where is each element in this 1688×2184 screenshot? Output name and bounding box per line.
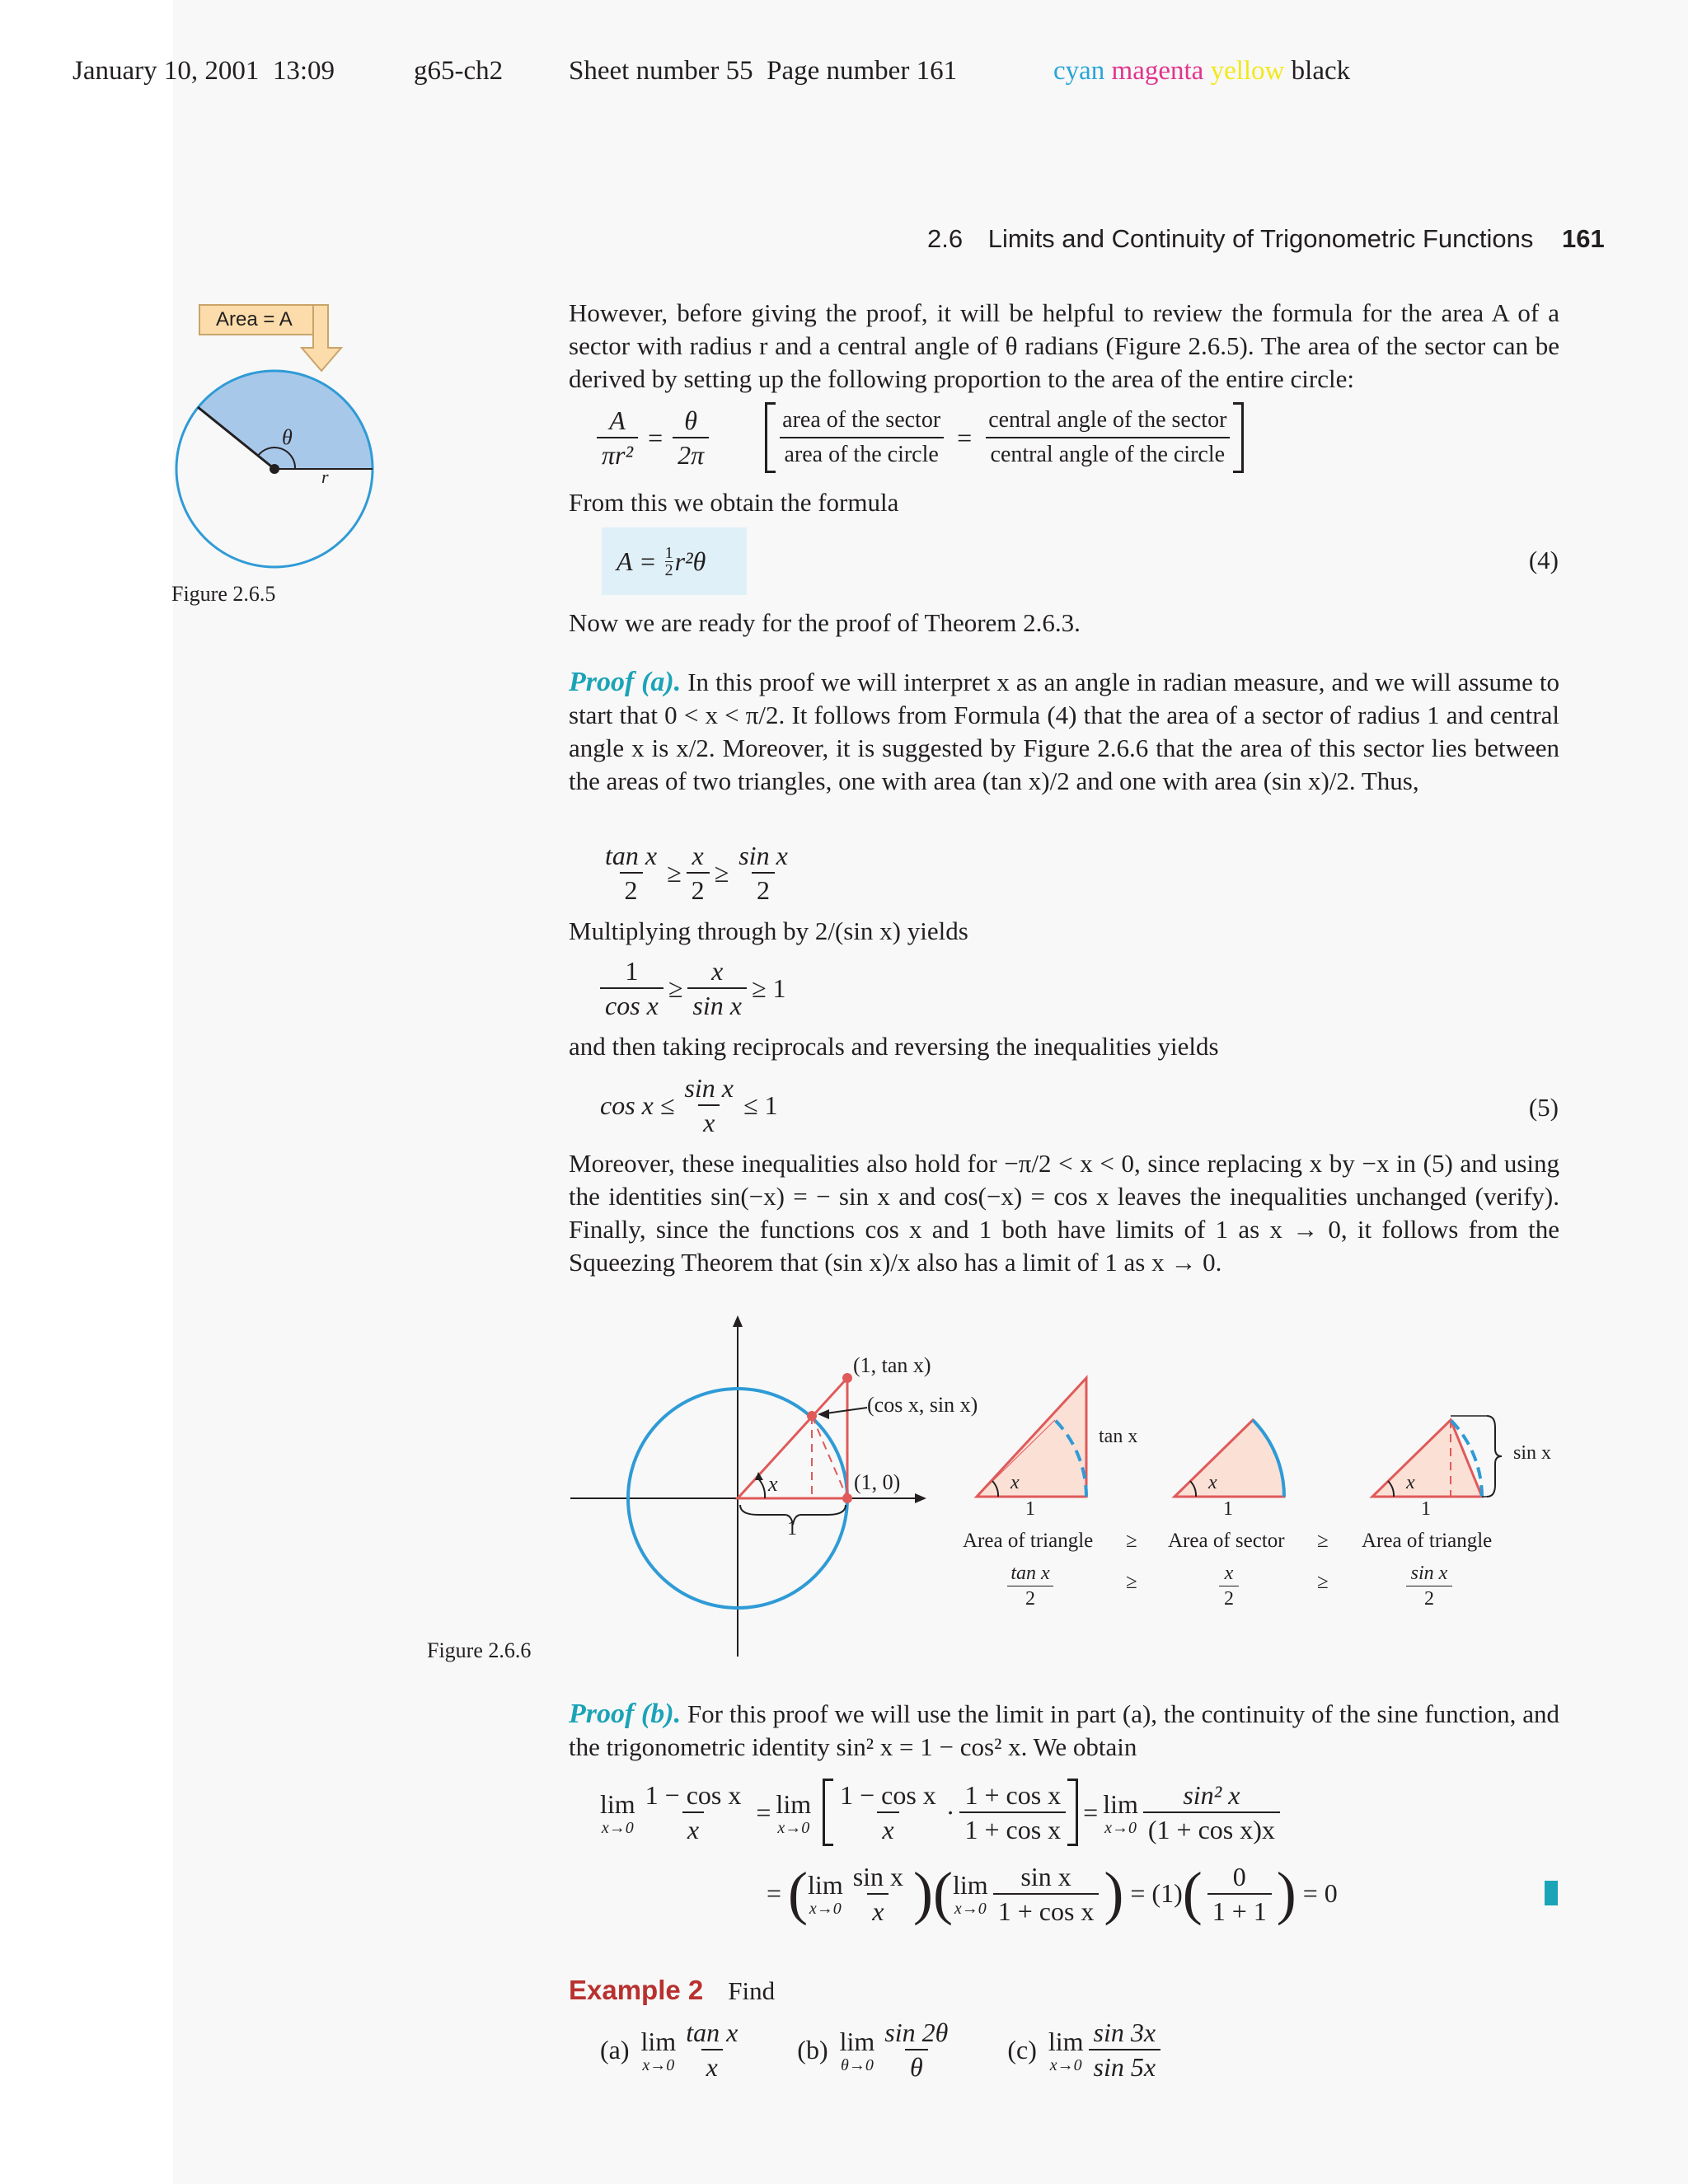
lim-4-sub: x→0	[809, 1900, 842, 1918]
num-theta: θ	[684, 405, 697, 435]
panel-2-area-den: 2	[1219, 1586, 1239, 1611]
panel-2-area-num: x	[1224, 1563, 1234, 1584]
color-cyan: cyan	[1053, 56, 1105, 86]
print-file: g65-ch2	[414, 56, 504, 86]
part-c-tag: (c)	[1007, 2034, 1037, 2064]
section-number: 2.6	[927, 224, 964, 253]
b1-den: x	[682, 1811, 704, 1846]
example-2-label: Example 2	[569, 1975, 704, 2005]
paragraph-multiplying: Multiplying through by 2/(sin x) yields	[569, 916, 968, 945]
angle-x-main: x	[768, 1472, 778, 1496]
b5-den: x	[867, 1893, 889, 1928]
panel-1-base: 1	[1025, 1498, 1035, 1520]
theta-label: θ	[282, 425, 293, 449]
lim-1: lim	[600, 1788, 635, 1819]
ineq1-a-num: tan x	[605, 841, 658, 870]
inequality-reciprocal	[595, 954, 786, 1022]
radius-one-main: 1	[787, 1518, 797, 1540]
b1-num: 1 − cos x	[645, 1780, 742, 1810]
panel-1-area	[1004, 1561, 1057, 1611]
part-c-lim: lim	[1048, 2026, 1084, 2056]
panel-1-angle: x	[1010, 1472, 1020, 1493]
part-a-lim: lim	[640, 2026, 677, 2056]
proof-a-paragraph	[569, 666, 1559, 798]
proof-b-text: For this proof we will use the limit in part (a), the continuity of the sine function, and the trigonometric identity sin² x = 1 − cos² x. We obtain	[569, 1699, 1560, 1761]
part-a-tag: (a)	[600, 2034, 630, 2064]
bracketed-proportion: $\frac{\text{area of the sector}}{\text{area of the circle}}$ = $\frac{\text{central angle of the sector}}{\text{central angle of the circle}}$	[765, 402, 1244, 473]
equation-b-line1: lim x→0 $\frac{\text{1 − cos x}}{x}$ = lim x→0 $\frac{\text{1 − cos x}}{x}$ · $\frac{\text{1 + cos x}}{\text{1 + cos x}}$ = lim x→0 $\frac{\text{sin² x}}{\text{(1 + cos x)x}}$	[600, 1779, 1285, 1846]
radius-label: r	[321, 466, 329, 487]
eq5-num: sin x	[684, 1073, 734, 1103]
ge-2: ≥	[1317, 1530, 1329, 1552]
ineq2-tail: ≥ 1	[751, 972, 786, 1003]
part-b-den: θ	[905, 2049, 928, 2083]
panel-2-area	[1217, 1561, 1241, 1611]
lim-2-sub: x→0	[777, 1818, 810, 1837]
box-num-area-sector: area of the sector	[782, 407, 941, 433]
b-result: = 0	[1302, 1878, 1338, 1908]
eq5-lhs: cos x ≤	[600, 1090, 675, 1120]
ge-1: ≥	[1126, 1530, 1137, 1552]
paragraph-sector-area: However, before giving the proof, it will be helpful to review the formula for the area A of a sector with radius r and a central angle of θ radians (Figure 2.6.5). The area of the sector can be derived by setting up the following proportion to the area of the entire circle:	[569, 298, 1559, 393]
equation-proportion: $\frac{A}{\text{πr²}}$ = $\frac{\theta}{2\pi}$ $\frac{\text{area of the sector}}{\text{area of the circle}}$ = $\frac{\text{central angle of the sector}}{\text{central angle of the circle}}$	[592, 402, 1244, 473]
paragraph-reciprocals: and then taking reciprocals and reversing the inequalities yields	[569, 1032, 1219, 1061]
panel-3-angle: x	[1406, 1472, 1415, 1493]
part-b-tag: (b)	[797, 2034, 828, 2064]
ineq2-b-den: sin x	[687, 987, 747, 1022]
b3-den: 1 + cos x	[959, 1811, 1066, 1846]
panel-2-base: 1	[1223, 1498, 1233, 1520]
b4-num: sin² x	[1183, 1780, 1240, 1810]
ge-4: ≥	[1317, 1571, 1329, 1593]
eq4-half-num: 1	[664, 543, 673, 562]
panel-1-area-num: tan x	[1010, 1563, 1050, 1584]
figure-caption-2-6-6: Figure 2.6.6	[427, 1638, 532, 1662]
paragraph-formula-intro: From this we obtain the formula	[569, 488, 899, 517]
ineq1-c-den: 2	[752, 872, 775, 907]
point-1-tan-x: (1, tan x)	[853, 1353, 931, 1377]
den-pi-r2: πr²	[597, 437, 638, 471]
part-b-num: sin 2θ	[884, 2018, 949, 2047]
ineq2-a-num: 1	[625, 956, 639, 986]
part-b-lim: lim	[839, 2026, 875, 2056]
panel-3-area-num: sin x	[1410, 1563, 1448, 1584]
b3-num: 1 + cos x	[964, 1780, 1062, 1810]
equation-b-line2: = ( lim x→0 $\frac{\text{sin x}}{x}$ ) ( lim x→0 $\frac{\text{sin x}}{\text{1 + cos x}}$ ) = (1) ( $\frac{0}{1 + 1}$ ) = 0	[767, 1860, 1338, 1926]
panel-1-tan-label: tan x	[1099, 1426, 1138, 1447]
num-A: A	[609, 405, 626, 435]
panel-3-triangle	[1372, 1420, 1482, 1497]
proof-b-paragraph	[569, 1698, 1559, 1764]
point-cos-sin: (cos x, sin x)	[867, 1393, 978, 1417]
running-head	[927, 224, 1605, 254]
color-separations	[1053, 56, 1350, 87]
part-c-sub: x→0	[1049, 2055, 1082, 2074]
figure-2-6-5	[165, 297, 387, 593]
lim-5-sub: x→0	[954, 1900, 987, 1918]
b5-num: sin x	[852, 1861, 904, 1891]
inequality-areas	[595, 839, 798, 907]
end-of-proof-marker	[1545, 1881, 1558, 1905]
equation-number-4: (4)	[1528, 546, 1559, 574]
section-title: Limits and Continuity of Trigonometric Functions	[987, 224, 1534, 253]
b2-den: x	[877, 1811, 898, 1846]
lim-3-sub: x→0	[1104, 1818, 1137, 1837]
box-den-area-circle: area of the circle	[780, 437, 944, 471]
lim-2: lim	[776, 1788, 812, 1819]
color-black: black	[1291, 56, 1351, 86]
point-1-0: (1, 0)	[854, 1470, 901, 1494]
b7-den: 1 + 1	[1207, 1893, 1272, 1928]
ineq1-b-den: 2	[687, 872, 710, 907]
eq4-lhs: A =	[617, 546, 663, 576]
panel-2-angle: x	[1208, 1472, 1217, 1493]
ineq2-a-den: cos x	[600, 987, 663, 1022]
equation-4	[617, 534, 706, 588]
ineq1-c-num: sin x	[738, 841, 788, 870]
panel-3-sin-label: sin x	[1513, 1442, 1552, 1464]
page-number: 161	[1562, 224, 1605, 253]
panel-2-sector	[1175, 1420, 1284, 1497]
proof-b-label: Proof (b).	[569, 1699, 682, 1729]
den-2pi: 2π	[673, 437, 709, 471]
callout-label: Area = A	[216, 308, 293, 330]
lim-3: lim	[1103, 1788, 1138, 1819]
ineq2-b-num: x	[711, 956, 724, 986]
eq5-tail: ≤ 1	[743, 1090, 778, 1120]
proof-a-label: Proof (a).	[569, 667, 682, 697]
example-2-parts	[600, 2016, 1165, 2083]
panel-3-caption: Area of triangle	[1362, 1530, 1493, 1552]
lim-4: lim	[808, 1870, 843, 1900]
panel-1-caption: Area of triangle	[963, 1530, 1094, 1552]
part-a-den: x	[701, 2049, 723, 2083]
color-yellow: yellow	[1210, 56, 1285, 86]
eq4-half-den: 2	[664, 560, 673, 579]
box-num-angle-sector: central angle of the sector	[988, 407, 1227, 433]
b-one-paren: (1)	[1151, 1878, 1183, 1908]
ineq2-ge: ≥	[668, 972, 683, 1003]
figure-caption-2-6-5: Figure 2.6.5	[171, 582, 276, 606]
part-a-sub: x→0	[642, 2055, 675, 2074]
eq5-den: x	[698, 1104, 720, 1139]
lim-1-sub: x→0	[601, 1818, 634, 1837]
lim-5: lim	[953, 1870, 988, 1900]
panel-3-area-den: 2	[1406, 1586, 1452, 1611]
print-date: January 10, 2001 13:09	[73, 56, 335, 86]
part-c-den: sin 5x	[1089, 2049, 1161, 2083]
ge-3: ≥	[1126, 1571, 1137, 1593]
example-2-find: Find	[728, 1976, 776, 2005]
part-a-num: tan x	[686, 2018, 738, 2047]
panel-3-area	[1403, 1561, 1456, 1611]
bracket-product: $\frac{\text{1 − cos x}}{x}$ · $\frac{\text{1 + cos x}}{\text{1 + cos x}}$	[823, 1779, 1078, 1846]
panel-1-area-den: 2	[1007, 1586, 1053, 1611]
paragraph-squeezing: Moreover, these inequalities also hold for −π/2 < x < 0, since replacing x by −x in (5) and using the identities sin(−x) = − sin x and cos(−x) = cos x leaves the inequalities unchanged (verify). Finally, since the functions cos x and 1 both have limits of 1 as x → 0, it follows from the Squeezing Theorem that (sin x)/x also has a limit of 1 as x → 0.	[569, 1149, 1559, 1277]
b7-num: 0	[1232, 1861, 1246, 1891]
part-c-num: sin 3x	[1093, 2018, 1156, 2047]
panel-3-base: 1	[1421, 1498, 1431, 1520]
ineq1-b-num: x	[692, 841, 704, 870]
eq4-rhs: r²θ	[674, 546, 706, 576]
b6-num: sin x	[1020, 1861, 1071, 1891]
color-magenta: magenta	[1111, 56, 1204, 86]
b4-den: (1 + cos x)x	[1143, 1811, 1280, 1846]
part-b-sub: θ→0	[841, 2055, 874, 2074]
panel-2-caption: Area of sector	[1168, 1530, 1285, 1552]
proof-a-text: In this proof we will interpret x as an angle in radian measure, and we will assume to start that 0 < x < π/2. It follows from Formula (4) that the area of a sector of radius 1 and central angle x is x/2. Moreover, it is suggested by Figure 2.6.6 that the area of this sector lies between the areas of two triangles, one with area (tan x)/2 and one with area (sin x)/2. Thus,	[569, 668, 1560, 795]
equation-5	[600, 1071, 778, 1139]
ineq1-ge-2: ≥	[714, 857, 729, 888]
ineq1-ge-1: ≥	[667, 857, 682, 888]
print-sheet: Sheet number 55 Page number 161	[569, 56, 958, 86]
b6-den: 1 + cos x	[993, 1893, 1100, 1928]
ineq1-a-den: 2	[620, 872, 643, 907]
equation-number-5: (5)	[1528, 1093, 1559, 1122]
paragraph-ready: Now we are ready for the proof of Theorem 2.6.3.	[569, 608, 1081, 637]
b2-num: 1 − cos x	[840, 1780, 936, 1810]
box-den-angle-circle: central angle of the circle	[986, 437, 1231, 471]
example-2-heading	[569, 1975, 775, 2006]
